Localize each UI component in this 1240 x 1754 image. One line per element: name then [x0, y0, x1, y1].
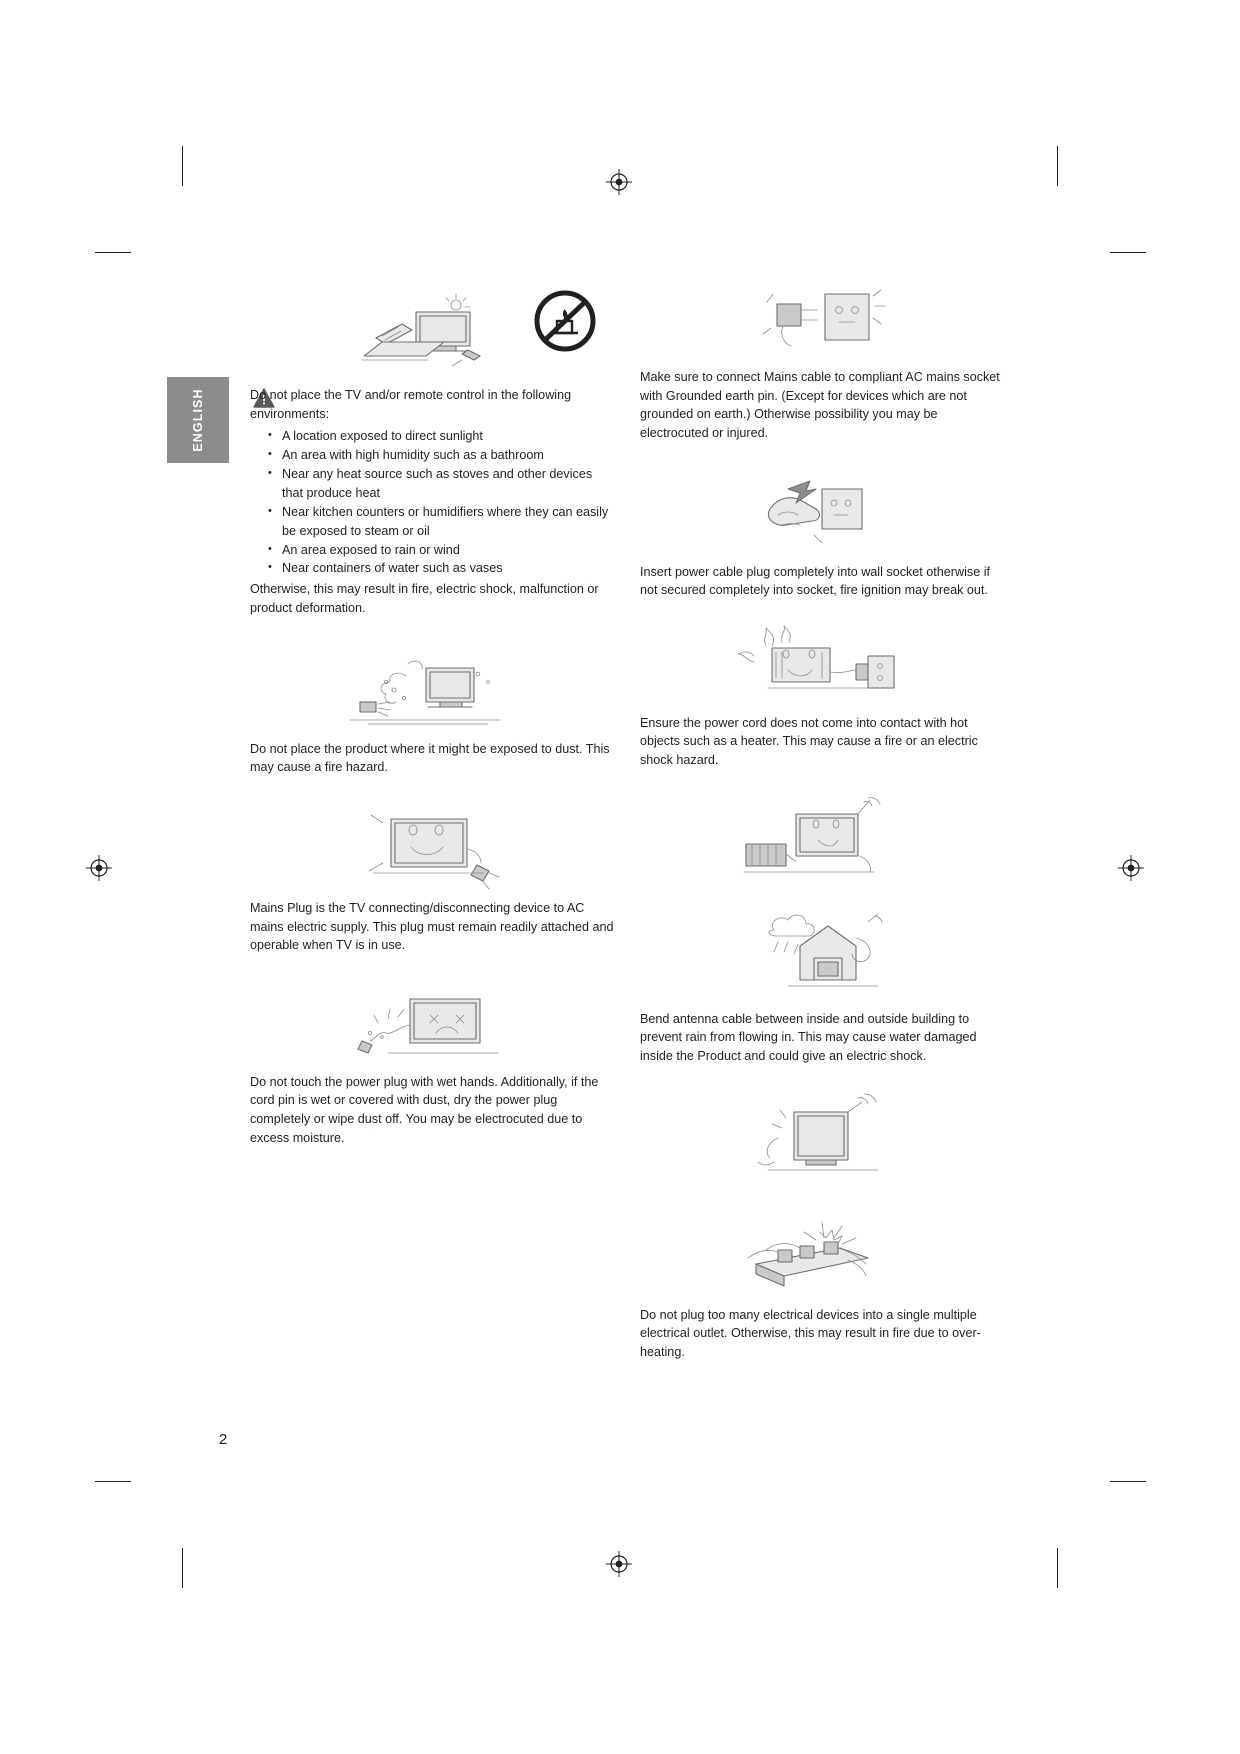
block-grounded-socket	[640, 280, 1005, 443]
list-item: • Near kitchen counters or humidifiers where they can easily be exposed to steam or oil	[268, 503, 615, 541]
right-column	[640, 280, 1005, 1365]
language-tab-label: ENGLISH	[191, 388, 205, 452]
caption-placement: Do not place the TV and/or remote control in the following environments:	[250, 388, 572, 421]
antenna-rain-house-icon	[640, 908, 1005, 1004]
block-hot-objects	[640, 622, 1005, 770]
list-item: • An area with high humidity such as a bathroom	[268, 446, 615, 465]
registration-mark-right	[1118, 855, 1144, 881]
placement-bullets	[250, 427, 615, 578]
tv-smiling-plug-icon	[250, 803, 615, 893]
tv-dust-icon	[250, 646, 615, 734]
crop-mark-top-left	[182, 146, 183, 186]
block-antenna-rain	[640, 908, 1005, 1066]
caption-insert-plug: Insert power cable plug completely into wall socket otherwise if not secured completely into socket, fire ignition may break out.	[640, 564, 990, 598]
caption-antenna-rain: Bend antenna cable between inside and outside building to prevent rain from flowing in. This may cause water damaged inside the Product and could give an electric shock.	[640, 1011, 977, 1063]
caption-grounded-socket: Make sure to connect Mains cable to compliant AC mains socket with Grounded earth pin. (Except for devices which are not grounded on earth.) Otherwise possibility you may be electrocuted or injured.	[640, 370, 1000, 440]
overloaded-outlet-icon	[640, 1208, 1005, 1300]
crop-mark-bottom-left	[182, 1548, 183, 1588]
caption-dust: Do not place the product where it might be exposed to dust. This may cause a fire hazard.	[250, 741, 610, 775]
registration-mark-left	[86, 855, 112, 881]
crop-mark-left-bottom	[95, 1481, 131, 1482]
page-number: 2	[219, 1431, 228, 1448]
list-item: • An area exposed to rain or wind	[268, 541, 615, 560]
hand-inserting-plug-icon	[640, 467, 1005, 557]
list-item: • Near any heat source such as stoves and other devices that produce heat	[268, 465, 615, 503]
tv-wet-hands-icon	[250, 981, 615, 1067]
registration-mark-bottom	[606, 1551, 632, 1577]
list-item: • A location exposed to direct sunlight	[268, 427, 615, 446]
caption-placement-footer: Otherwise, this may result in fire, electric shock, malfunction or product deformation.	[250, 582, 599, 615]
caption-hot-objects: Ensure the power cord does not come into contact with hot objects such as a heater. This may cause a fire or an electric shock hazard.	[640, 715, 978, 767]
block-antenna-lightning	[640, 1088, 1005, 1184]
left-column	[250, 290, 615, 1151]
crop-mark-right-top	[1110, 252, 1146, 253]
caption-mains-plug: Mains Plug is the TV connecting/disconnecting device to AC mains electric supply. This plug must remain readily attached and operable when TV is in use.	[250, 900, 614, 953]
block-antenna-heater	[640, 792, 1005, 888]
crop-mark-left-top	[95, 252, 131, 253]
tv-antenna-lightning-icon	[640, 1088, 1005, 1184]
block-placement	[250, 290, 615, 618]
crop-mark-top-right	[1057, 146, 1058, 186]
block-insert-plug	[640, 467, 1005, 600]
caption-wet-hands: Do not touch the power plug with wet hands. Additionally, if the cord pin is wet or covered with dust, dry the power plug completely or wipe dust off. You may be electrocuted due to excess moisture.	[250, 1074, 599, 1145]
registration-mark-top	[606, 169, 632, 195]
crop-mark-bottom-right	[1057, 1548, 1058, 1588]
caption-overload-outlet: Do not plug too many electrical devices into a single multiple electrical outlet. Otherwise, this may result in fire due to over-heating.	[640, 1307, 981, 1359]
tv-antenna-heater-icon	[640, 792, 1005, 888]
plug-grounded-socket-icon	[640, 280, 1005, 362]
cord-heater-fire-icon	[640, 622, 1005, 708]
block-dust	[250, 646, 615, 777]
list-item: • Near containers of water such as vases	[268, 559, 615, 578]
block-wet-hands	[250, 981, 615, 1148]
block-mains-plug	[250, 803, 615, 955]
language-tab	[167, 377, 229, 463]
block-overload-outlet	[640, 1208, 1005, 1362]
tv-remote-sunlight-icon	[250, 290, 615, 380]
crop-mark-right-bottom	[1110, 1481, 1146, 1482]
